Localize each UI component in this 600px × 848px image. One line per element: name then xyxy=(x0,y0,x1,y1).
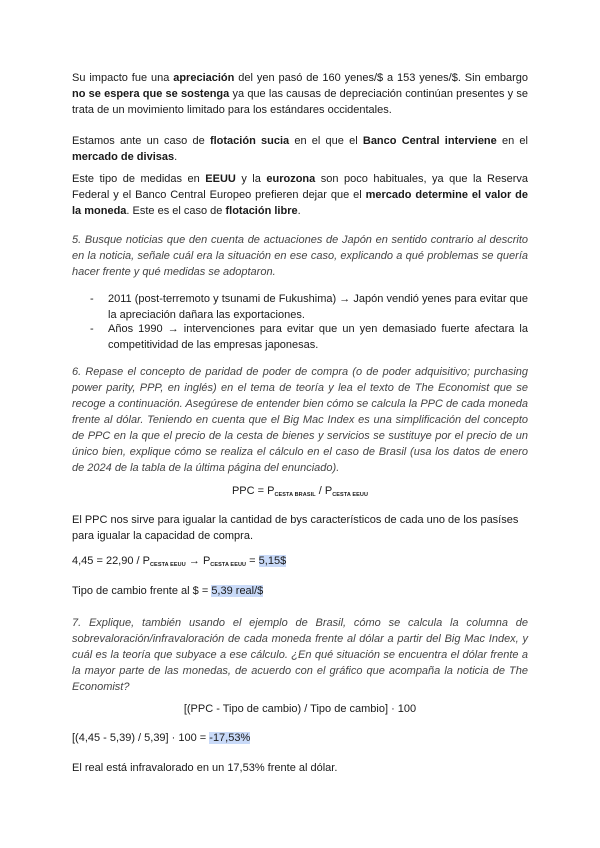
text: Su impacto fue una xyxy=(72,72,174,84)
formula-text: [(4,45 - 5,39) / 5,39] · 100 = xyxy=(72,732,210,744)
formula-text: → P xyxy=(185,555,211,567)
bold-text: eurozona xyxy=(266,173,316,185)
question-6 xyxy=(72,364,528,476)
bold-text: apreciación xyxy=(173,72,235,84)
formula-text: 4,45 = 22,90 / P xyxy=(72,555,150,567)
text: Estamos ante un caso de xyxy=(72,135,210,147)
calculation-basket xyxy=(72,553,528,573)
bold-text: flotación sucia xyxy=(209,135,290,147)
paragraph-dirty-float xyxy=(72,133,528,165)
highlighted-result: -17,53% xyxy=(209,732,251,744)
formula-subscript: CESTA EEUU xyxy=(332,492,369,498)
paragraph-free-float xyxy=(72,171,528,219)
formula-overvaluation xyxy=(72,701,528,717)
calculation-overvaluation xyxy=(72,730,528,746)
formula-text: PPC = P xyxy=(231,485,275,497)
formula-subscript: CESTA EEUU xyxy=(210,562,247,568)
list-item-text: 2011 (post-terremoto y tsunami de Fukushima) → Japón vendió yenes para evitar que la apreciación dañara las exportaciones. xyxy=(108,293,528,321)
list-dash: - xyxy=(90,323,94,335)
bold-text: mercado de divisas xyxy=(72,151,175,163)
text: Este tipo de medidas en xyxy=(72,173,206,185)
text: en el que el xyxy=(289,135,363,147)
exchange-rate xyxy=(72,583,528,599)
bold-text: Banco Central interviene xyxy=(362,135,497,147)
bold-text: no se espera que se sostenga xyxy=(72,88,230,100)
text: en el xyxy=(496,135,528,147)
list-dash: - xyxy=(90,293,94,305)
text: ya que las causas de depreciación continúan presentes y se trata de un movimiento limitado para los estándares occidentales. xyxy=(72,88,528,116)
list-item-text: Años 1990 → intervenciones para evitar que un yen demasiado fuerte afectara la competitividad de las empresas japonesas. xyxy=(108,323,528,351)
text: . xyxy=(297,205,301,217)
formula-text: / P xyxy=(315,485,333,497)
text: y la xyxy=(235,173,267,185)
formula-ppc xyxy=(72,483,528,503)
question-text: 7. Explique, también usando el ejemplo de Brasil, cómo se calcula la columna de sobrevaloración/infravaloración de cada moneda frente al dólar a partir del Big Mac Index, y cuál es la teoría que subyace a ese cálculo. ¿En qué situación se encuentra el dólar frente a la mayor parte de las monedas, de acuerdo con el gráfico que acompaña la noticia de The Economist? xyxy=(72,617,528,693)
highlighted-result: 5,15$ xyxy=(258,555,287,567)
question-5 xyxy=(72,232,528,280)
question-7 xyxy=(72,615,528,695)
text: son poco habituales, ya que la Reserva Federal y el Banco Central Europeo prefieren dejar que el xyxy=(72,173,529,201)
formula-text: [(PPC - Tipo de cambio) / Tipo de cambio] · 100 xyxy=(183,703,417,715)
paragraph-ppc-purpose xyxy=(72,512,528,544)
bold-text: flotación libre xyxy=(225,205,298,217)
formula-subscript: CESTA BRASIL xyxy=(274,492,316,498)
conclusion xyxy=(72,760,528,776)
text: El PPC nos sirve para igualar la cantidad de bys característicos de cada uno de los pasíses para igualar la capacidad de compra. xyxy=(72,514,519,542)
question-text: 5. Busque noticias que den cuenta de actuaciones de Japón en sentido contrario al descrito en la noticia, señale cuál era la situación en ese caso, explicando a qué problemas se quería hacer frente y qué medidas se adoptaron. xyxy=(72,234,528,278)
paragraph-appreciation xyxy=(72,70,528,118)
formula-subscript: CESTA EEUU xyxy=(149,562,186,568)
text: . Este es el caso de xyxy=(126,205,226,217)
highlighted-result: 5,39 real/$ xyxy=(211,585,264,597)
text: . xyxy=(174,151,178,163)
text: del yen pasó de 160 yenes/$ a 153 yenes/$. Sin embargo xyxy=(234,72,528,84)
bold-text: EEUU xyxy=(205,173,236,185)
text: Tipo de cambio frente al $ = xyxy=(72,585,212,597)
text: El real está infravalorado en un 17,53% frente al dólar. xyxy=(72,762,338,774)
formula-text: = xyxy=(246,555,259,567)
bold-text: mercado determine el valor de la moneda xyxy=(72,189,529,217)
question-text: 6. Repase el concepto de paridad de poder de compra (o de poder adquisitivo; purchasing power parity, PPP, en inglés) en el tema de teoría y lea el texto de The Economist que se recoge a continuación. Asegúrese de entender bien cómo se calcula la PPC de cada moneda frente al dólar. Teniendo en cuenta que el Big Mac Index es una simplificación del concepto de PPC en la que el precio de la cesta de bienes y servicios se sustituye por el precio de un único bien, explique cómo se realiza el cálculo en el caso de Brasil (usa los datos de enero de 2024 de la tabla de la última página del enunciado). xyxy=(72,366,528,474)
